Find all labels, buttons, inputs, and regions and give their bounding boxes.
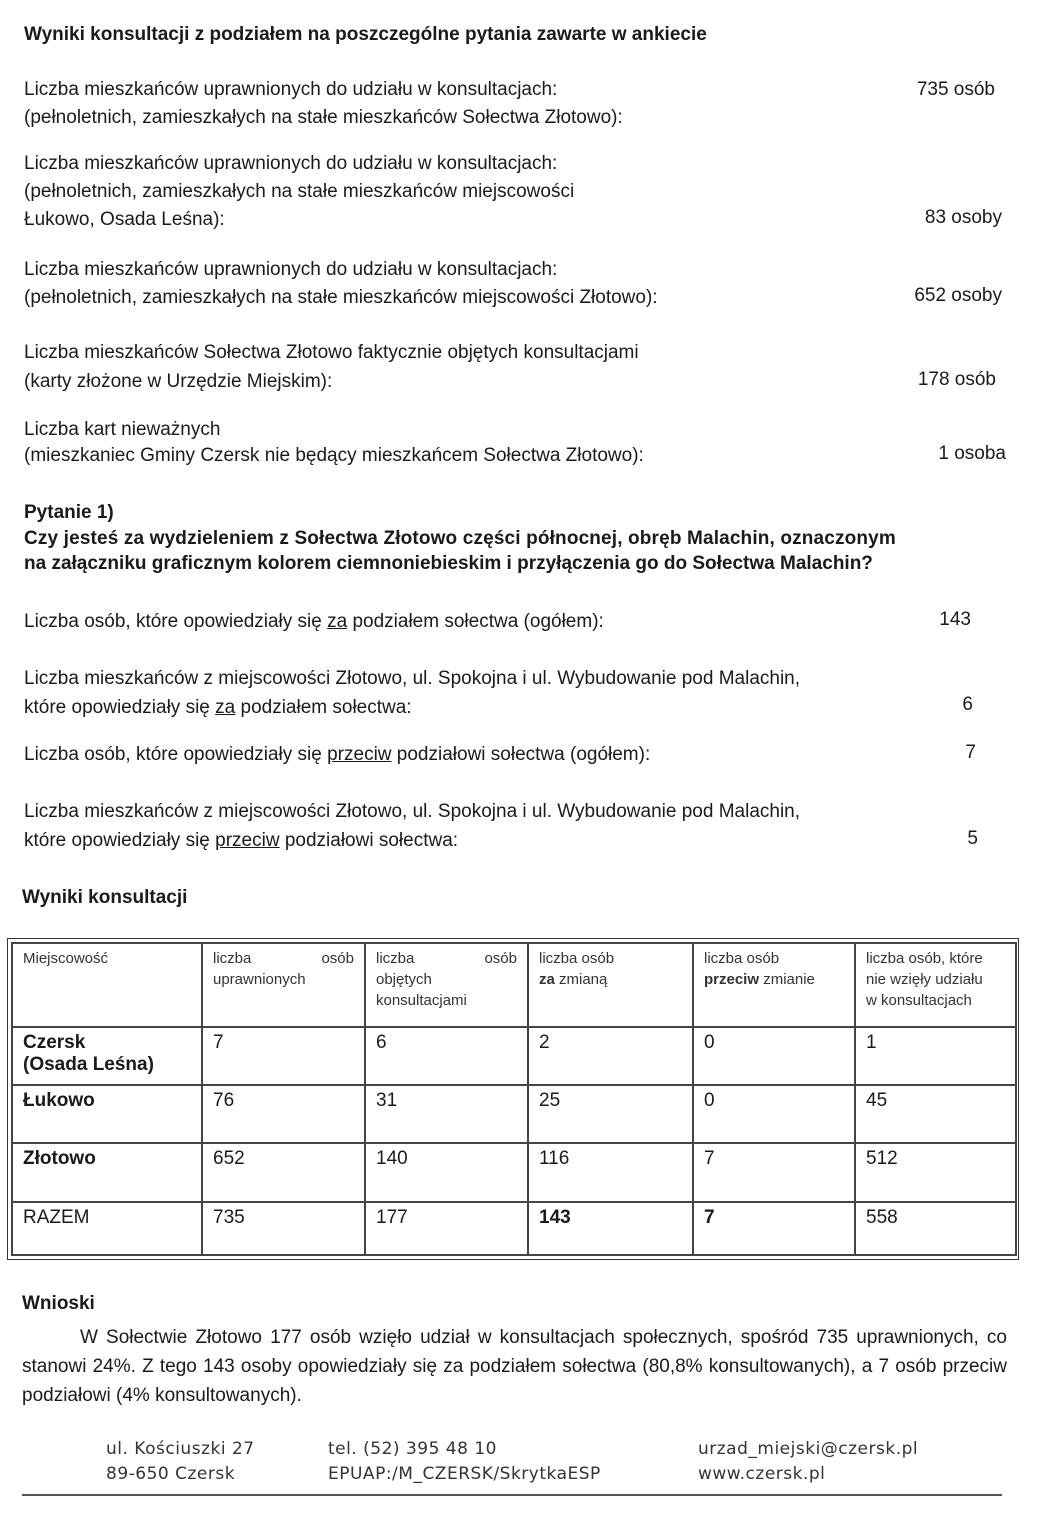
stat-2-line-1: Liczba mieszkańców uprawnionych do udziału w konsultacjach: xyxy=(24,153,558,174)
cell-objetych: 6 xyxy=(365,1027,528,1085)
answer-1-text: Liczba osób, które opowiedziały się za podziałem sołectwa (ogółem): xyxy=(24,611,604,632)
cell-za: 143 xyxy=(528,1202,693,1255)
footer-address-line-1: ul. Kościuszki 27 xyxy=(106,1439,255,1459)
stat-2-value: 83 osoby xyxy=(924,207,1002,228)
table-row-total xyxy=(12,1202,1016,1255)
cell-za: 25 xyxy=(528,1085,693,1143)
header-miejscowosc: Miejscowość xyxy=(12,943,202,1027)
conclusions-text: W Sołectwie Złotowo 177 osób wzięło udział w konsultacjach społecznych, spośród 735 uprawnionych, co stanowi 24%. Z tego 143 osoby opowiedziały się za podziałem sołectwa (80,8% konsultowanych), a 7 osób przeciw podziałowi (4% konsultowanych). xyxy=(22,1327,1007,1406)
table-row xyxy=(12,1085,1016,1143)
header-uprawnionych: liczba osób uprawnionych xyxy=(202,943,365,1027)
stat-1-line-2: (pełnoletnich, zamieszkałych na stałe mieszkańców Sołectwa Złotowo): xyxy=(24,107,623,128)
question-label: Pytanie 1) xyxy=(24,502,114,523)
cell-uprawnionych: 652 xyxy=(202,1143,365,1202)
results-heading: Wyniki konsultacji xyxy=(22,887,188,908)
answer-2-value: 6 xyxy=(962,694,973,715)
cell-nie-wzieli: 512 xyxy=(855,1143,1016,1202)
stat-5-line-1: Liczba kart nieważnych xyxy=(24,419,221,440)
stat-4-line-1: Liczba mieszkańców Sołectwa Złotowo faktycznie objętych konsultacjami xyxy=(24,342,639,363)
cell-uprawnionych: 7 xyxy=(202,1027,365,1085)
page-title: Wyniki konsultacji z podziałem na poszczególne pytania zawarte w ankiecie xyxy=(24,24,707,45)
header-za-zmiana: liczba osób za zmianą xyxy=(528,943,693,1027)
answer-2-line-1: Liczba mieszkańców z miejscowości Złotowo, ul. Spokojna i ul. Wybudowanie pod Malachin, xyxy=(24,668,801,689)
stat-3-line-2: (pełnoletnich, zamieszkałych na stałe mieszkańców miejscowości Złotowo): xyxy=(24,287,658,308)
cell-przeciw: 0 xyxy=(693,1027,855,1085)
question-text-line-2: na załączniku graficznym kolorem ciemnoniebieskim i przyłączenia go do Sołectwa Malachin? xyxy=(24,553,873,574)
results-table xyxy=(11,942,1017,1256)
answer-3-value: 7 xyxy=(965,742,976,763)
stat-3-value: 652 osoby xyxy=(914,285,1002,306)
stat-1-line-1: Liczba mieszkańców uprawnionych do udziału w konsultacjach: xyxy=(24,79,558,100)
stat-5-value: 1 osoba xyxy=(938,443,1006,464)
cell-objetych: 140 xyxy=(365,1143,528,1202)
cell-za: 116 xyxy=(528,1143,693,1202)
answer-4-value: 5 xyxy=(967,828,978,849)
footer-phone: tel. (52) 395 48 10 xyxy=(328,1439,497,1459)
answer-3-text: Liczba osób, które opowiedziały się przeciw podziałowi sołectwa (ogółem): xyxy=(24,744,651,765)
cell-objetych: 31 xyxy=(365,1085,528,1143)
cell-nie-wzieli: 1 xyxy=(855,1027,1016,1085)
footer-divider xyxy=(22,1494,1002,1496)
row-name: Złotowo xyxy=(12,1143,202,1202)
table-row xyxy=(12,1143,1016,1202)
stat-1-value: 735 osób xyxy=(916,79,995,100)
cell-uprawnionych: 735 xyxy=(202,1202,365,1255)
header-nie-wzieli-udzialu: liczba osób, które nie wzięły udziału w konsultacjach xyxy=(855,943,1016,1027)
cell-przeciw: 0 xyxy=(693,1085,855,1143)
header-objetych: liczba osób objętych konsultacjami xyxy=(365,943,528,1027)
cell-przeciw: 7 xyxy=(693,1202,855,1255)
row-name: RAZEM xyxy=(12,1202,202,1255)
answer-4-line-2: które opowiedziały się przeciw podziałowi sołectwa: xyxy=(24,830,459,851)
cell-przeciw: 7 xyxy=(693,1143,855,1202)
cell-za: 2 xyxy=(528,1027,693,1085)
answer-1-value: 143 xyxy=(939,609,971,630)
cell-nie-wzieli: 45 xyxy=(855,1085,1016,1143)
cell-nie-wzieli: 558 xyxy=(855,1202,1016,1255)
footer-epuap: EPUAP:/M_CZERSK/SkrytkaESP xyxy=(328,1464,601,1484)
cell-objetych: 177 xyxy=(365,1202,528,1255)
stat-3-line-1: Liczba mieszkańców uprawnionych do udziału w konsultacjach: xyxy=(24,259,558,280)
stat-5-line-2: (mieszkaniec Gminy Czersk nie będący mieszkańcem Sołectwa Złotowo): xyxy=(24,445,644,466)
footer-website: www.czersk.pl xyxy=(698,1464,826,1484)
stat-4-value: 178 osób xyxy=(917,369,996,390)
answer-4-line-1: Liczba mieszkańców z miejscowości Złotowo, ul. Spokojna i ul. Wybudowanie pod Malachin, xyxy=(24,801,801,822)
row-name: Łukowo xyxy=(12,1085,202,1143)
conclusions-heading: Wnioski xyxy=(22,1293,95,1314)
stat-4-line-2: (karty złożone w Urzędzie Miejskim): xyxy=(24,371,333,392)
cell-uprawnionych: 76 xyxy=(202,1085,365,1143)
row-name: Czersk (Osada Leśna) xyxy=(12,1027,202,1085)
stat-2-line-3: Łukowo, Osada Leśna): xyxy=(24,209,225,230)
question-text-line-1: Czy jesteś za wydzieleniem z Sołectwa Złotowo części północnej, obręb Malachin, oznaczonym xyxy=(24,528,896,549)
footer-email: urzad_miejski@czersk.pl xyxy=(698,1439,919,1459)
header-przeciw-zmianie: liczba osób przeciw zmianie xyxy=(693,943,855,1027)
stat-2-line-2: (pełnoletnich, zamieszkałych na stałe mieszkańców miejscowości xyxy=(24,181,575,202)
footer-address-line-2: 89-650 Czersk xyxy=(106,1464,236,1484)
table-header-row xyxy=(12,943,1016,1027)
answer-2-line-2: które opowiedziały się za podziałem sołectwa: xyxy=(24,697,412,718)
table-row xyxy=(12,1027,1016,1085)
